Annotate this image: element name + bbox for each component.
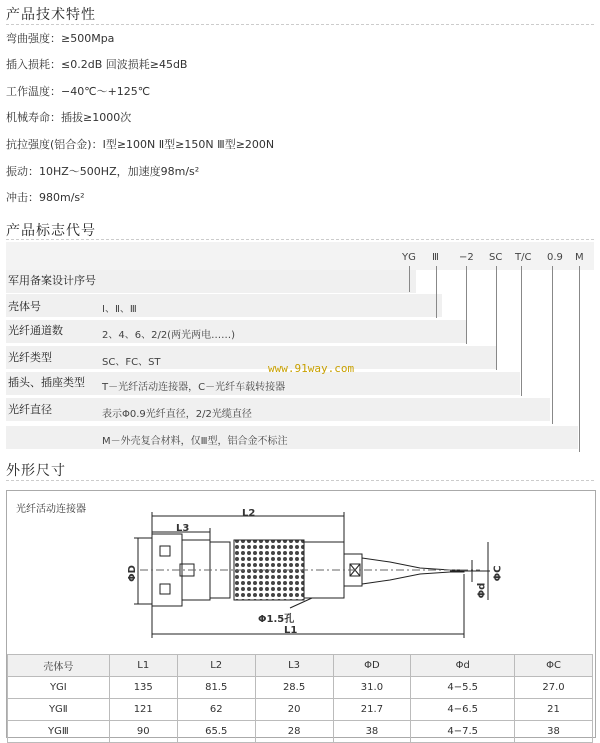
divider [6,24,594,25]
table-cell: 20 [255,699,333,721]
table-cell: 135 [109,677,177,699]
table-cell: 81.5 [177,677,255,699]
code-part: SC [489,252,503,263]
table-cell: 65.5 [177,721,255,743]
code-part: 0.9 [547,252,563,263]
code-part: −2 [459,252,474,263]
spec-line: 振动：10HZ～500HZ，加速度98m/s² [6,165,200,178]
table-cell: 4−7.5 [411,721,515,743]
code-row-value: SC、FC、ST [102,357,161,368]
table-header: ΦD [333,655,411,677]
connector-line [579,266,580,452]
table-header: Φd [411,655,515,677]
code-row-value: 表示Φ0.9光纤直径，2/2光缆直径 [102,409,252,420]
table-header: L3 [255,655,333,677]
spec-line: 插入损耗：≤0.2dB 回波损耗≥45dB [6,58,188,71]
spec-line: 弯曲强度：≥500Mpa [6,32,115,45]
code-row-label: 光纤直径 [8,403,52,416]
divider [6,239,594,240]
code-row-value: M－外壳复合材料，仅Ⅲ型，铝合金不标注 [102,436,288,447]
code-row [6,426,578,449]
label-L3: L3 [176,523,190,534]
table-cell: 121 [109,699,177,721]
table-cell: 4−5.5 [411,677,515,699]
code-row [6,294,442,317]
table-header-row [8,655,593,677]
code-part: M [575,252,584,263]
table-cell: 38 [333,721,411,743]
table-row [8,699,593,721]
code-row [6,320,466,343]
watermark: www.91way.com [268,362,355,375]
table-cell: 28 [255,721,333,743]
code-part: Ⅲ [432,252,439,263]
label-phiC: ΦC [492,565,504,582]
table-cell: 21.7 [333,699,411,721]
diagram-title: 光纤活动连接器 [16,504,86,515]
table-header: ΦC [515,655,593,677]
code-row-label: 光纤类型 [8,351,52,364]
divider [6,480,594,481]
table-cell: 4−6.5 [411,699,515,721]
code-row [6,346,496,369]
label-L2: L2 [242,508,256,519]
table-header: L2 [177,655,255,677]
label-L1: L1 [284,625,298,636]
connector-line [436,266,437,318]
section-title-tech-specs: 产品技术特性 [6,7,96,23]
section-title-dimensions: 外形尺寸 [6,463,66,479]
table-cell: 38 [515,721,593,743]
code-row-value: Ⅰ、Ⅱ、Ⅲ [102,304,137,315]
code-row-label: 军用备案设计序号 [8,274,96,287]
connector-line [521,266,522,396]
code-bar [6,242,594,270]
connector-line [496,266,497,370]
table-row [8,677,593,699]
code-row-value: 2、4、6、2/2(两光两电……) [102,330,235,341]
connector-line [552,266,553,424]
table-cell: 27.0 [515,677,593,699]
table-cell: 31.0 [333,677,411,699]
table-cell: 28.5 [255,677,333,699]
dimensions-table [7,654,593,743]
table-header: L1 [109,655,177,677]
spec-line: 机械寿命：插拔≥1000次 [6,111,132,124]
connector-line [409,266,410,292]
table-cell: YGⅡ [8,699,110,721]
spec-line: 工作温度：−40℃～+125℃ [6,85,151,98]
code-row-label: 壳体号 [8,300,41,313]
label-phiD: ΦD [126,565,138,582]
table-cell: 90 [109,721,177,743]
connector-line [466,266,467,344]
table-cell: 62 [177,699,255,721]
spec-line: 冲击：980m/s² [6,191,85,204]
label-phid: Φd [476,582,488,599]
spec-line: 抗拉强度(铝合金)：Ⅰ型≥100N Ⅱ型≥150N Ⅲ型≥200N [6,138,275,151]
code-row-label: 插头、插座类型 [8,376,85,389]
table-header: 壳体号 [8,655,110,677]
code-part: T/C [515,252,532,263]
table-row [8,721,593,743]
code-part: YG [402,252,416,263]
table-cell: YGⅢ [8,721,110,743]
code-row-value: T－光纤活动连接器，C－光纤车载转接器 [102,382,286,393]
code-row [6,398,550,421]
table-cell: YGⅠ [8,677,110,699]
section-title-product-code: 产品标志代号 [6,223,96,239]
code-row-label: 光纤通道数 [8,324,63,337]
label-hole: Φ1.5孔 [258,614,295,625]
table-cell: 21 [515,699,593,721]
